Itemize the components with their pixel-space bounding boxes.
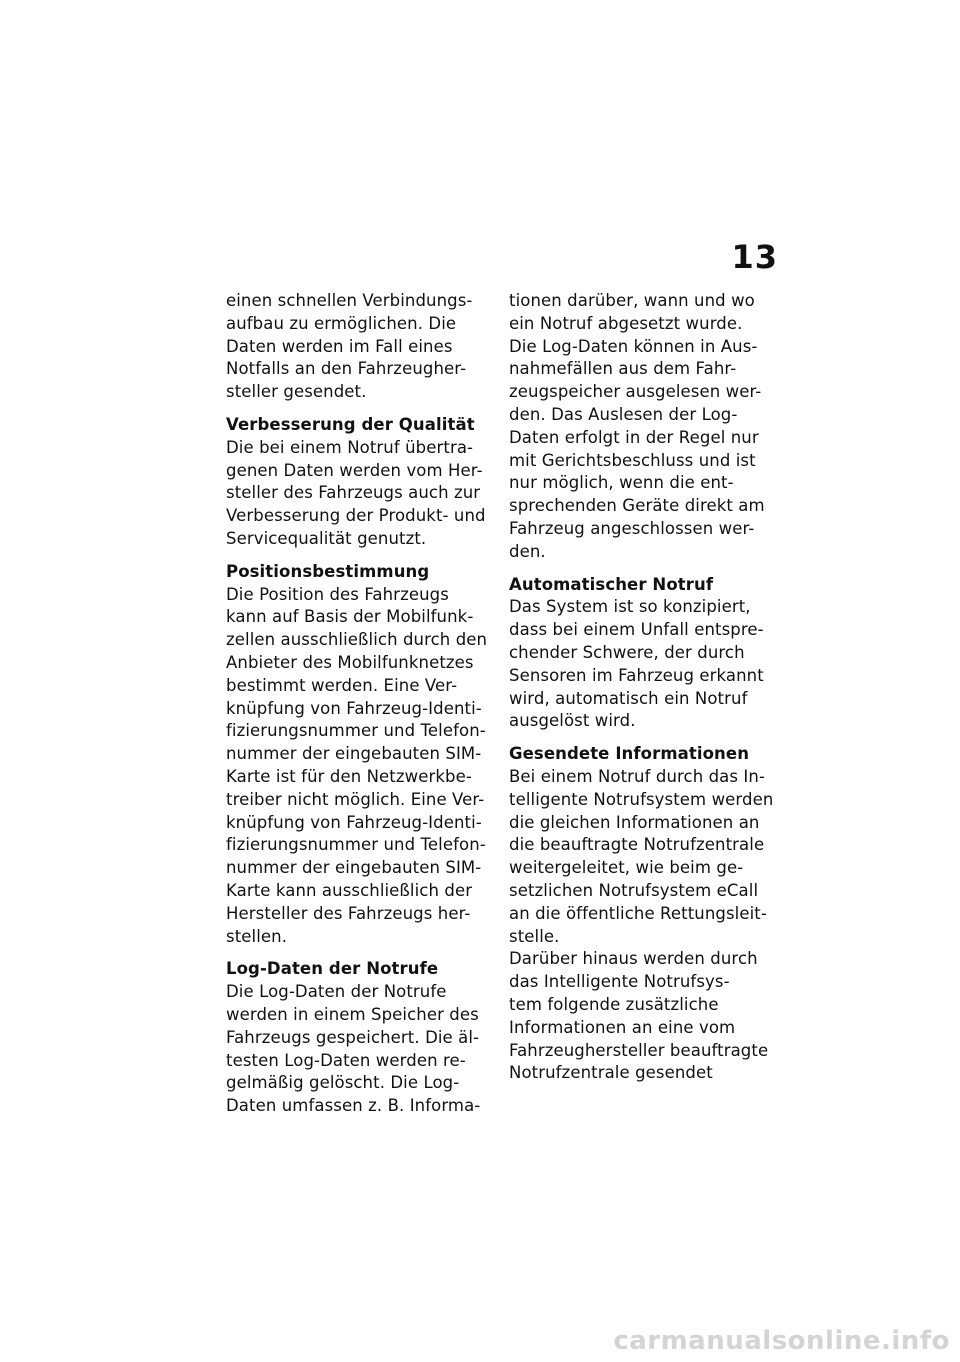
text-line: stellen. xyxy=(226,926,288,946)
text-line: nummer der eingebauten SIM- xyxy=(226,744,482,764)
text-line: tionen darüber, wann und wo xyxy=(509,291,755,310)
section-heading: Log-Daten der Notrufe xyxy=(226,959,439,979)
text-line: setzlichen Notrufsystem eCall xyxy=(509,880,759,900)
text-line: mit Gerichtsbeschluss und ist xyxy=(509,450,756,470)
text-line: nahmefällen aus dem Fahr- xyxy=(509,359,737,379)
text-line: wird, automatisch ein Notruf xyxy=(509,688,748,708)
right-column xyxy=(509,290,777,1095)
text-line: die beauftragte Notrufzentrale xyxy=(509,835,765,855)
text-line: Informationen an eine vom xyxy=(509,1017,736,1037)
text-line: aufbau zu ermöglichen. Die xyxy=(226,313,457,333)
text-line: sprechenden Geräte direkt am xyxy=(509,496,765,516)
text-line: steller des Fahrzeugs auch zur xyxy=(226,483,481,503)
text-line: steller gesendet. xyxy=(226,382,367,402)
section-heading: Gesendete Informationen xyxy=(509,744,750,764)
text-line: Die Log-Daten können in Aus- xyxy=(509,336,758,356)
text-line: das Intelligente Notrufsys- xyxy=(509,972,730,992)
text-line: Daten werden im Fall eines xyxy=(226,336,453,356)
text-line: Daten erfolgt in der Regel nur xyxy=(509,427,759,447)
text-section xyxy=(226,290,494,404)
text-line: tem folgende zusätzliche xyxy=(509,994,719,1014)
text-line: fizierungsnummer und Telefon- xyxy=(226,721,486,741)
text-line: genen Daten werden vom Her- xyxy=(226,460,483,480)
text-section xyxy=(509,743,777,1085)
watermark-text: carmanualsonline.info xyxy=(613,1326,950,1356)
section-heading: Automatischer Notruf xyxy=(509,574,714,594)
text-line: gelmäßig gelöscht. Die Log- xyxy=(226,1073,460,1093)
text-line: Karte ist für den Netzwerkbe- xyxy=(226,766,472,786)
text-line: den. xyxy=(509,541,546,561)
text-line: einen schnellen Verbindungs- xyxy=(226,291,473,310)
text-line: Sensoren im Fahrzeug erkannt xyxy=(509,665,764,685)
text-line: die gleichen Informationen an xyxy=(509,812,760,832)
text-line: kann auf Basis der Mobilfunk- xyxy=(226,607,474,627)
text-line: Servicequalität genutzt. xyxy=(226,528,427,548)
text-line: fizierungsnummer und Telefon- xyxy=(226,835,486,855)
text-line: Fahrzeughersteller beauftragte xyxy=(509,1040,769,1060)
text-line: Die Log-Daten der Notrufe xyxy=(226,982,447,1002)
page-number: 13 xyxy=(731,238,778,276)
text-section xyxy=(226,958,494,1118)
text-line: Darüber hinaus werden durch xyxy=(509,949,758,969)
text-line: Verbesserung der Produkt- und xyxy=(226,506,486,526)
text-line: Das System ist so konzipiert, xyxy=(509,597,751,617)
text-line: Hersteller des Fahrzeugs her- xyxy=(226,903,471,923)
text-line: treiber nicht möglich. Eine Ver- xyxy=(226,789,485,809)
text-line: knüpfung von Fahrzeug-Identi- xyxy=(226,812,482,832)
text-section xyxy=(509,574,777,734)
text-line: Notrufzentrale gesendet xyxy=(509,1063,713,1083)
text-line: Fahrzeugs gespeichert. Die äl- xyxy=(226,1027,480,1047)
text-section xyxy=(226,561,494,949)
text-line: bestimmt werden. Eine Ver- xyxy=(226,675,458,695)
text-line: Fahrzeug angeschlossen wer- xyxy=(509,518,755,538)
text-line: an die öffentliche Rettungsleit- xyxy=(509,903,767,923)
text-line: den. Das Auslesen der Log- xyxy=(509,404,738,424)
text-line: ausgelöst wird. xyxy=(509,711,636,731)
text-line: nummer der eingebauten SIM- xyxy=(226,858,482,878)
text-line: zellen ausschließlich durch den xyxy=(226,630,488,650)
left-column xyxy=(226,290,494,1128)
section-heading: Verbesserung der Qualität xyxy=(226,414,475,434)
text-line: testen Log-Daten werden re- xyxy=(226,1050,466,1070)
text-line: Daten umfassen z. B. Informa- xyxy=(226,1096,481,1116)
text-line: Karte kann ausschließlich der xyxy=(226,880,473,900)
text-line: knüpfung von Fahrzeug-Identi- xyxy=(226,698,482,718)
text-line: zeugspeicher ausgelesen wer- xyxy=(509,382,762,402)
text-line: chender Schwere, der durch xyxy=(509,642,745,662)
text-line: Die bei einem Notruf übertra- xyxy=(226,437,474,457)
text-section xyxy=(226,414,494,551)
text-line: weitergeleitet, wie beim ge- xyxy=(509,858,744,878)
text-line: ein Notruf abgesetzt wurde. xyxy=(509,313,743,333)
text-line: stelle. xyxy=(509,926,560,946)
text-line: Bei einem Notruf durch das In- xyxy=(509,766,765,786)
text-line: dass bei einem Unfall entspre- xyxy=(509,620,764,640)
section-heading: Positionsbestimmung xyxy=(226,561,430,581)
text-line: Anbieter des Mobilfunknetzes xyxy=(226,652,474,672)
text-line: Notfalls an den Fahrzeugher- xyxy=(226,359,467,379)
text-line: telligente Notrufsystem werden xyxy=(509,789,774,809)
text-line: Die Position des Fahrzeugs xyxy=(226,584,449,604)
text-section xyxy=(509,290,777,564)
text-line: werden in einem Speicher des xyxy=(226,1004,479,1024)
text-line: nur möglich, wenn die ent- xyxy=(509,473,734,493)
